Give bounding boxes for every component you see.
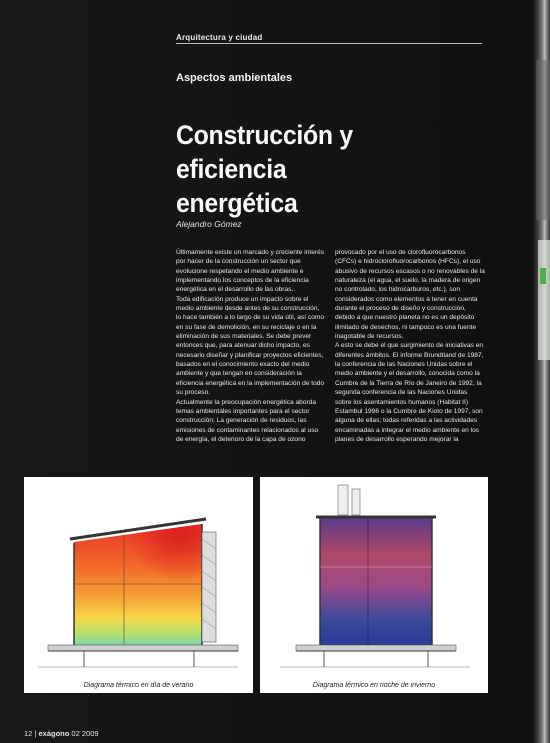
section-divider — [176, 43, 482, 44]
edge-photo-strip — [536, 60, 550, 220]
article-title-line1: Construcción y eficiencia — [176, 120, 353, 184]
article-title — [176, 118, 461, 220]
figure-summer-diagram — [24, 477, 253, 693]
body-column-1 — [176, 248, 326, 444]
winter-thermal-image — [260, 477, 488, 677]
figure-winter-diagram — [260, 477, 488, 693]
footer-separator: | — [34, 729, 39, 738]
section-label: Arquitectura y ciudad — [176, 33, 263, 42]
page-number: 12 — [24, 729, 33, 738]
page-footer — [24, 729, 99, 738]
summer-thermal-image — [24, 477, 253, 677]
article-author: Alejandro Gómez — [176, 219, 242, 229]
body-text-2: provocado por el uso de clorofluorocarbonos (CFCs) e hidroclorofluorocarbonos (HFCs), el uso abusivo de recursos escasos o no renovables de la naturaleza (el agua, el suelo, la madera de origen no controlado, los hidrocarburos, etc.), son considerados como elementos a tener en cuenta durante el proceso de diseño y construcción, debido a que nuestro planeta no es un depósito ilimitado de desechos, ni tampoco es una fuente inagotable de recursos. A esto se debe el que surgimiento de iniciativas en diferentes ámbitos. El informe Brundtland de 1987, la conferencia de las Naciones Unidas sobre el medio ambiente y el desarrollo, conocida como la Cumbre de la Tierra de Río de Janeiro de 1992, la segunda conferencia de las Naciones Unidas sobre los asentamientos humanos (Habitat II) Estambul 1996 o la Cumbre de Kioto de 1997, son alguna de ellas; todas referidas a las actividades encaminadas a integrar el medio ambiente en los planes de desarrollo esperando mejorar la — [335, 249, 485, 443]
figure-caption-winter: Diagrama térmico en noche de invierno — [312, 682, 436, 689]
topic-label: Aspectos ambientales — [176, 72, 293, 84]
body-column-2 — [335, 248, 485, 444]
edge-light-strip — [538, 240, 550, 360]
body-text-1: Últimamente existe un marcado y creciente interés por hacer de la construcción un sector que evolucione respetando el medio ambiente e implementando los conceptos de la eficiencia energética en el desarrollo de las obras. Toda edificación produce un impacto sobre el medio ambiente desde antes de su construcción, lo hace también a lo largo de su vida útil, así como en su fase de demolición, en su reciclaje o en la eliminación de sus materiales. Se debe prever entonces que, para atenuar dicho impacto, es necesario diseñar y planificar proyectos eficientes, basados en el conocimiento exacto del medio ambiente y que tengan en consideración la eficiencia energética en la implementación de todo su proceso. Actualmente la preocupación energética aborda temas ambientales importantes para el sector construcción: La generación de residuos, las emisiones de contaminantes relacionados al uso de energía, el deterioro de la capa de ozono — [176, 249, 325, 443]
article-title-line2: energética — [176, 188, 298, 218]
magazine-name: exágono — [38, 729, 70, 738]
figure-caption-summer: Diagrama térmico en día de verano — [83, 682, 194, 689]
edge-green-mark — [540, 268, 546, 284]
next-page-edge — [532, 0, 550, 743]
issue-label: 02 2009 — [71, 729, 99, 738]
